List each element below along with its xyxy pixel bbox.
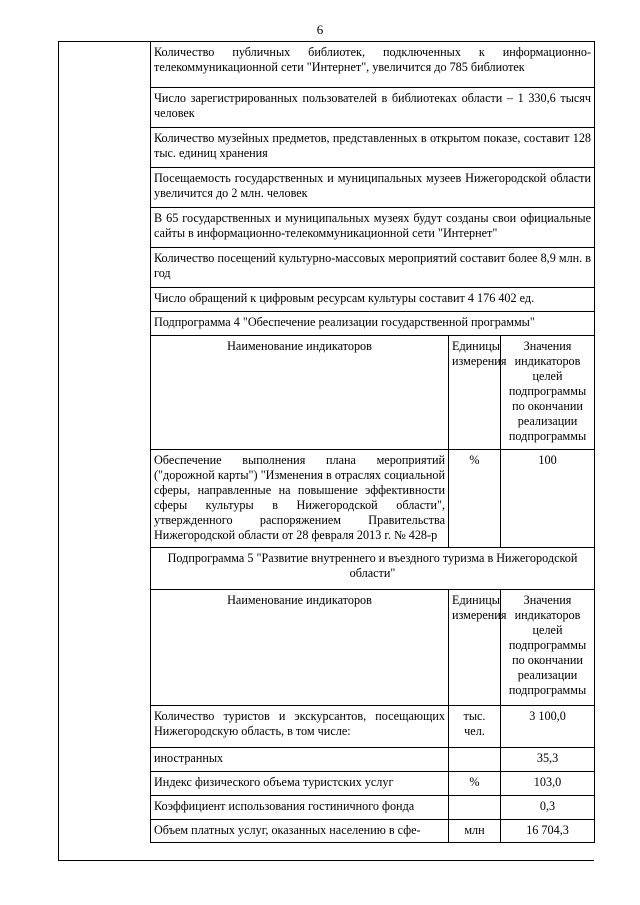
- indicator-value: 3 100,0: [501, 706, 595, 748]
- indicator-value: 103,0: [501, 772, 595, 796]
- indicator-name: Коэффициент использования гостиничного фонда: [151, 796, 449, 820]
- indicator-row: [151, 42, 595, 88]
- header-name: Наименование индикаторов: [151, 590, 449, 706]
- table-row: [151, 772, 595, 796]
- subprogram-4-header-row: [151, 336, 595, 450]
- indicator-row: [151, 88, 595, 128]
- indicator-text: Посещаемость государственных и муниципальных музеев Нижегородской области увеличится до 2 млн. человек: [151, 168, 595, 208]
- table-row: [151, 706, 595, 748]
- indicator-value: 0,3: [501, 796, 595, 820]
- indicator-value: 100: [501, 450, 595, 548]
- header-unit: Единицы измерения: [449, 590, 501, 706]
- indicator-name: Индекс физического объема туристских услуг: [151, 772, 449, 796]
- indicator-name: Обеспечение выполнения плана мероприятий ("дорожной карты") "Изменения в отраслях социальной сферы, направленные на повышение эффективности сферы культуры в Нижегородской области", утвержденного распоряжением Правительства Нижегородской области от 28 февраля 2013 г. № 428-р: [151, 450, 449, 548]
- subprogram-4-title-row: [151, 312, 595, 336]
- table-row: [151, 820, 595, 843]
- indicators-table: [150, 41, 594, 843]
- subprogram-5-header-row: [151, 590, 595, 706]
- subprogram-5-title-row: [151, 548, 595, 590]
- indicator-row: [151, 248, 595, 288]
- indicator-text: Число зарегистрированных пользователей в библиотеках области – 1 330,6 тысяч человек: [151, 88, 595, 128]
- subprogram-5-title: Подпрограмма 5 "Развитие внутреннего и въездного туризма в Нижегородской области": [151, 548, 595, 590]
- indicator-name: Количество туристов и экскурсантов, посещающих Нижегородскую область, в том числе:: [151, 706, 449, 748]
- table-row: [151, 748, 595, 772]
- indicator-name: иностранных: [151, 748, 449, 772]
- indicator-row: [151, 168, 595, 208]
- indicator-unit: млн: [449, 820, 501, 843]
- indicator-text: Количество музейных предметов, представленных в открытом показе, составит 128 тыс. единиц хранения: [151, 128, 595, 168]
- indicator-unit: %: [449, 772, 501, 796]
- page-bottom-line: [58, 860, 594, 861]
- indicator-row: [151, 288, 595, 312]
- indicator-text: Число обращений к цифровым ресурсам культуры составит 4 176 402 ед.: [151, 288, 595, 312]
- table-row: [151, 796, 595, 820]
- indicator-unit: %: [449, 450, 501, 548]
- indicator-name: Объем платных услуг, оказанных населению в сфе-: [151, 820, 449, 843]
- indicator-unit: [449, 748, 501, 772]
- indicator-unit: [449, 796, 501, 820]
- subprogram-4-title: Подпрограмма 4 "Обеспечение реализации государственной программы": [151, 312, 595, 336]
- indicator-row: [151, 128, 595, 168]
- indicator-value: 16 704,3: [501, 820, 595, 843]
- header-value: Значения индикаторов целей подпрограммы по окончании реализации подпрограммы: [501, 336, 595, 450]
- indicator-text: В 65 государственных и муниципальных музеях будут созданы свои официальные сайты в информационно-телекоммуникационной сети "Интернет": [151, 208, 595, 248]
- indicator-unit: тыс. чел.: [449, 706, 501, 748]
- page-number: 6: [316, 22, 324, 37]
- indicator-text: Количество публичных библиотек, подключенных к информационно-телекоммуникационной сети "Интернет", увеличится до 785 библиотек: [151, 42, 595, 88]
- indicator-text: Количество посещений культурно-массовых мероприятий составит более 8,9 млн. в год: [151, 248, 595, 288]
- header-unit: Единицы измерения: [449, 336, 501, 450]
- indicator-value: 35,3: [501, 748, 595, 772]
- indicator-row: [151, 208, 595, 248]
- header-name: Наименование индикаторов: [151, 336, 449, 450]
- header-value: Значения индикаторов целей подпрограммы по окончании реализации подпрограммы: [501, 590, 595, 706]
- table-row: [151, 450, 595, 548]
